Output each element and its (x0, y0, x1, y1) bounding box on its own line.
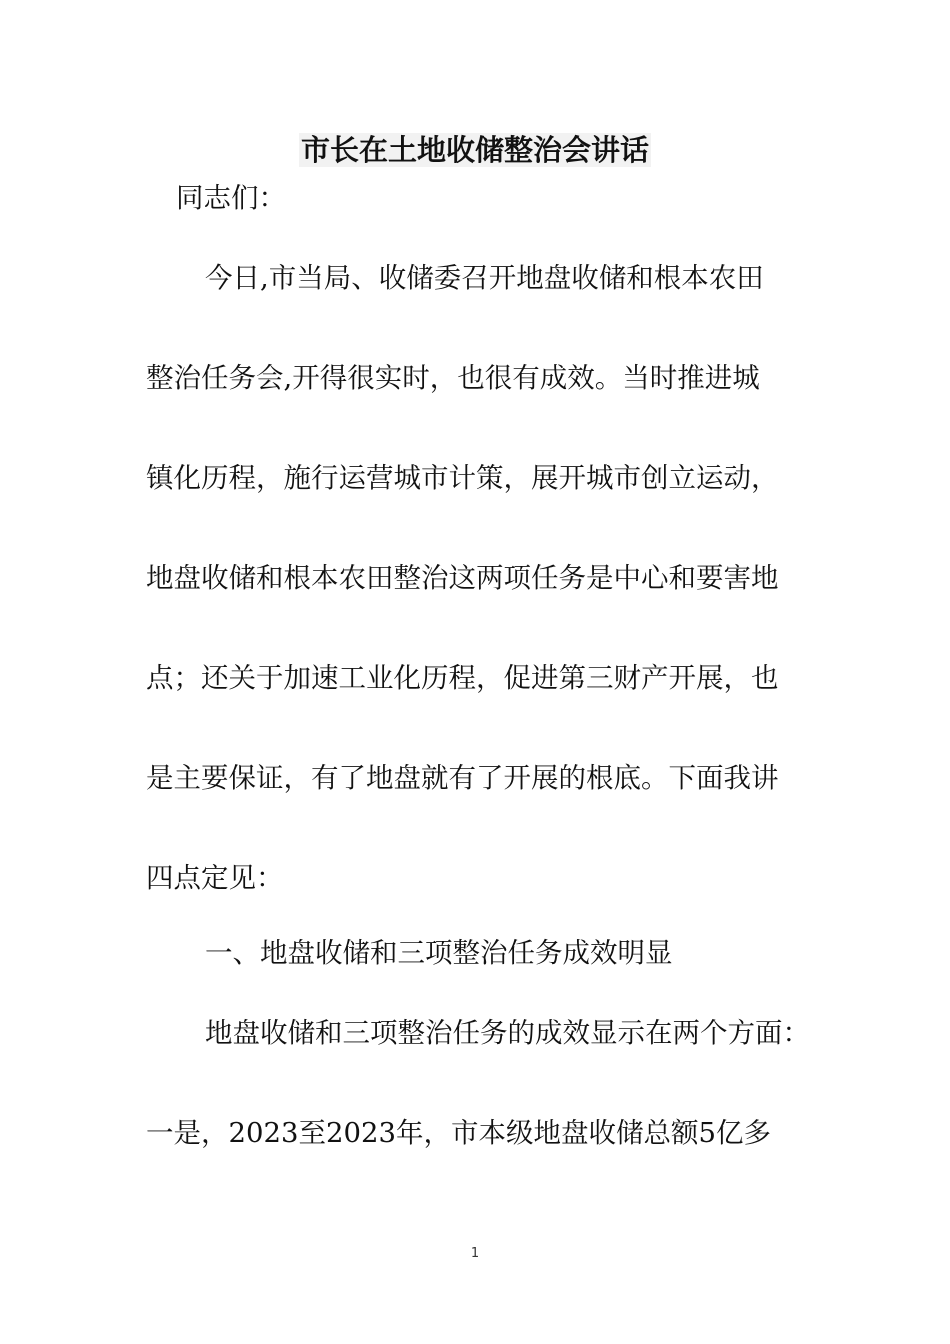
greeting-text: 同志们： (176, 182, 286, 214)
body-line-1: 今日,市当局、收储委召开地盘收储和根本农田 (205, 262, 764, 294)
section-heading-1: 一、地盘收储和三项整治任务成效明显 (205, 937, 673, 969)
body-line-10: 一是，2023至2023年，市本级地盘收储总额5亿多 (146, 1117, 771, 1149)
body-line-2: 整治任务会,开得很实时，也很有成效。当时推进城 (146, 362, 760, 394)
body-line-7: 四点定见： (146, 862, 284, 894)
body-line-5: 点；还关于加速工业化历程，促进第三财产开展，也 (146, 662, 779, 694)
body-line-4: 地盘收储和根本农田整治这两项任务是中心和要害地 (146, 562, 779, 594)
body-line-3: 镇化历程，施行运营城市计策，展开城市创立运动， (146, 462, 779, 494)
document-title-text: 市长在土地收储整治会讲话 (300, 133, 649, 167)
body-line-9: 地盘收储和三项整治任务的成效显示在两个方面： (205, 1017, 810, 1049)
body-line-6: 是主要保证，有了地盘就有了开展的根底。下面我讲 (146, 762, 779, 794)
page-number: 1 (470, 1246, 480, 1261)
document-title (0, 130, 950, 170)
